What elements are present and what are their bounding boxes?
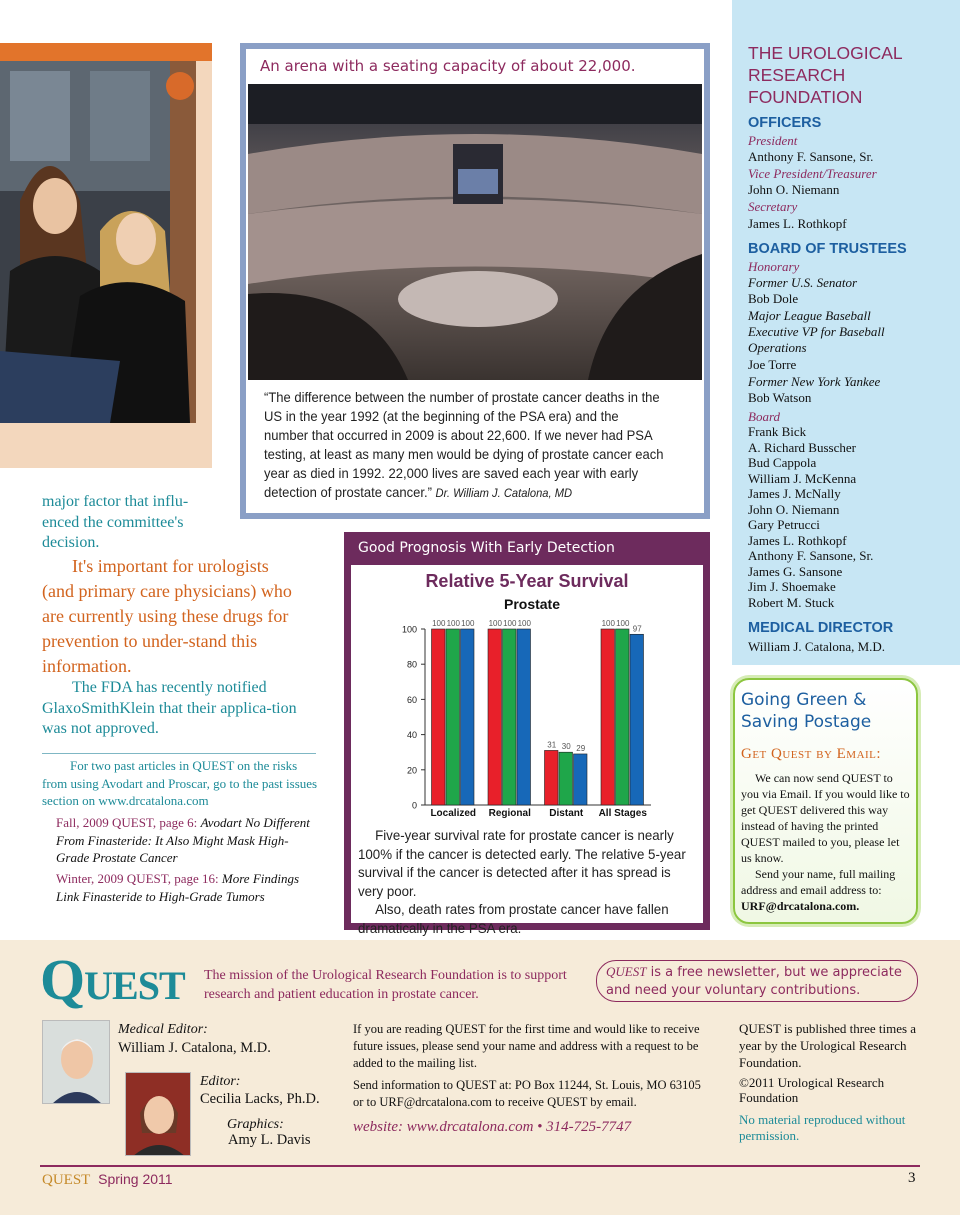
vp-label: Vice President/Treasurer — [748, 166, 877, 181]
y-tick-label: 60 — [406, 694, 417, 705]
chart-panel — [351, 565, 703, 821]
pull-quote: It's important for urologists (and primary care physicians) who are currently using these drugs for prevention to under-stand this information. — [42, 556, 292, 676]
medical-editor-role: Medical Editor: — [118, 1022, 208, 1037]
chart-caption-paragraph-1: Five-year survival rate for prostate cancer is nearly 100% if the cancer is detected early. The relative 5-year survival if the cancer is detected after it has spread is very poor. — [358, 827, 686, 899]
reference-1-source: Fall, 2009 QUEST, page 6: — [56, 815, 198, 830]
quest-logo-rest: UEST — [84, 963, 185, 1008]
board-member: Jim J. Shoemake — [748, 579, 836, 594]
free-newsletter-quest: QUEST — [606, 964, 647, 979]
board-member: Gary Petrucci — [748, 517, 820, 532]
subscription-info: If you are reading QUEST for the first time and would like to receive future issues, please send your name and address with a request to be added to the mailing list. — [353, 1022, 700, 1070]
bar-distant — [574, 754, 588, 805]
board-heading: BOARD OF TRUSTEES — [748, 241, 907, 257]
x-category-label: All Stages — [598, 808, 647, 819]
honorary-2-title-a: Major League Baseball — [748, 308, 871, 323]
chart-title: Relative 5-Year Survival — [425, 571, 629, 591]
page-number: 3 — [908, 1170, 916, 1186]
graphics-role: Graphics: — [227, 1117, 284, 1132]
honorary-label: Honorary — [748, 259, 800, 274]
honorary-1-name: Bob Dole — [748, 291, 799, 306]
board-member: James L. Rothkopf — [748, 532, 847, 548]
reference-1-title[interactable]: Avodart No Different From Finasteride: It Also Might Mask High-Grade Prostate Cancer — [56, 815, 310, 865]
reference-2-source: Winter, 2009 QUEST, page 16: — [56, 871, 219, 886]
bar-regional — [488, 629, 502, 805]
arena-quote-citation: Dr. William J. Catalona, MD — [435, 486, 573, 500]
board-member: James G. Sansone — [748, 563, 843, 579]
data-label: 100 — [616, 619, 630, 628]
reference-2 — [56, 870, 316, 905]
footer-rule — [40, 1165, 920, 1167]
students-photo — [0, 61, 196, 423]
honorary-3-title: Former New York Yankee — [748, 374, 881, 389]
data-label: 31 — [547, 740, 557, 750]
reproduction-notice: No material reproduced without permission. — [739, 1112, 906, 1143]
mission-statement: The mission of the Urological Research Foundation is to support research and patient education in prostate cancer. — [204, 968, 567, 1002]
chart-caption-paragraph-2: Also, death rates from prostate cancer have fallen dramatically in the PSA era. — [358, 901, 669, 936]
arena-quote — [264, 388, 664, 503]
data-label: 100 — [488, 619, 502, 628]
editor-photo — [125, 1072, 191, 1156]
data-label: 97 — [632, 624, 642, 634]
chart-caption — [358, 826, 686, 938]
going-green-subtitle: Get Quest by Email: — [741, 746, 882, 762]
chart-box-header: Good Prognosis With Early Detection — [358, 540, 615, 556]
board-member: James J. McNally — [748, 486, 841, 501]
editor-role: Editor: — [200, 1074, 241, 1089]
secretary-label: Secretary — [748, 199, 798, 214]
arena-quote-text: “The difference between the number of prostate cancer deaths in the US in the year 1992 (at the beginning of the PSA era) and the number that occurred in 2009 is about 22,600. If we never had PSA testing, at least as many men would be dying of prostate cancer each year as died in 1992. 22,000 lives are saved each year with early detection of prostate cancer.” — [264, 389, 664, 500]
body-paragraph-1: major factor that influ-enced the committee's decision. — [42, 493, 189, 551]
x-category-label: Regional — [488, 808, 531, 819]
footer-issue — [42, 1171, 173, 1189]
board-member: William J. McKenna — [748, 470, 857, 486]
data-label: 30 — [561, 742, 571, 752]
board-member: Robert M. Stuck — [748, 594, 835, 610]
arena-caption: An arena with a seating capacity of about 22,000. — [260, 57, 636, 75]
vp-name: John O. Niemann — [748, 182, 840, 197]
y-tick-label: 20 — [406, 765, 417, 776]
website-link[interactable]: website: www.drcatalona.com • 314-725-7747 — [353, 1119, 632, 1135]
board-member-list — [748, 424, 873, 610]
medical-director-name: William J. Catalona, M.D. — [748, 639, 886, 654]
past-articles-intro: For two past articles in QUEST on the risks from using Avodart and Proscar, go to the past issues section on www.drcatalona.com — [42, 758, 318, 808]
x-category-label: Distant — [549, 808, 584, 819]
officers-heading: OFFICERS — [748, 115, 822, 131]
data-label: 100 — [601, 619, 615, 628]
data-label: 100 — [432, 619, 446, 628]
org-name: THE UROLOGICAL RESEARCH FOUNDATION — [748, 43, 902, 107]
bar-distant — [559, 752, 573, 805]
bar-all-stages — [630, 634, 644, 805]
bar-all-stages — [601, 629, 615, 805]
data-label: 100 — [446, 619, 460, 628]
honorary-2-name: Joe Torre — [748, 357, 797, 372]
graphics-name: Amy L. Davis — [228, 1132, 311, 1148]
honorary-2-title-c: Operations — [748, 340, 807, 355]
mailing-info: Send information to QUEST at: PO Box 11244, St. Louis, MO 63105 or to URF@drcatalona.com to receive QUEST by email. — [353, 1078, 701, 1109]
divider — [42, 753, 316, 754]
body-paragraph-2: The FDA has recently notified GlaxoSmithKlein that their applica-tion was not approved. — [42, 679, 297, 737]
chart-subtitle: Prostate — [503, 596, 561, 612]
footer-issue-date: Spring 2011 — [98, 1171, 173, 1187]
bar-localized — [432, 629, 446, 805]
free-newsletter-text — [606, 963, 916, 1000]
y-tick-label: 0 — [411, 800, 417, 811]
going-green-email[interactable]: URF@drcatalona.com. — [741, 899, 860, 913]
survival-chart — [351, 565, 703, 821]
data-label: 100 — [517, 619, 531, 628]
y-tick-label: 100 — [401, 624, 417, 635]
data-label: 29 — [576, 743, 586, 753]
free-newsletter-message: is a free newsletter, but we appreciate and need your voluntary contributions. — [606, 965, 902, 998]
medical-editor-photo — [42, 1020, 110, 1104]
board-label: Board — [748, 409, 781, 424]
board-member: Bud Cappola — [748, 455, 817, 470]
board-member: Frank Bick — [748, 424, 807, 439]
x-category-label: Localized — [430, 808, 477, 819]
footer-quest: QUEST — [42, 1172, 91, 1188]
honorary-1-title: Former U.S. Senator — [748, 275, 858, 290]
going-green-title: Going Green & Saving Postage — [741, 690, 872, 732]
photo-frame-accent — [0, 43, 212, 61]
copyright: ©2011 Urological Research Foundation — [739, 1075, 885, 1105]
quest-logo — [40, 946, 185, 1013]
going-green-paragraph-1: We can now send QUEST to you via Email. If you would like to get QUEST delivered this way instead of having the printed QUEST mailed to you, please let us know. — [741, 771, 910, 865]
bar-distant — [545, 750, 559, 805]
president-label: President — [748, 133, 798, 148]
president-name: Anthony F. Sansone, Sr. — [748, 149, 874, 164]
board-member: Anthony F. Sansone, Sr. — [748, 548, 874, 563]
arena-photo — [248, 84, 702, 380]
going-green-paragraph-2: Send your name, full mailing address and email address to: — [741, 867, 896, 897]
bar-regional — [503, 629, 517, 805]
y-tick-label: 80 — [406, 659, 417, 670]
medical-editor-name: William J. Catalona, M.D. — [118, 1040, 271, 1056]
bar-regional — [517, 629, 531, 805]
honorary-2-title-b: Executive VP for Baseball — [748, 324, 885, 339]
quest-logo-q: Q — [40, 947, 85, 1012]
board-member: A. Richard Busscher — [748, 439, 856, 455]
going-green-body — [741, 770, 913, 914]
secretary-name: James L. Rothkopf — [748, 216, 847, 231]
publication-info: QUEST is published three times a year by the Urological Research Foundation. — [739, 1021, 917, 1070]
data-label: 100 — [461, 619, 475, 628]
data-label: 100 — [503, 619, 517, 628]
reference-1 — [56, 814, 316, 867]
bar-localized — [446, 629, 460, 805]
board-member: John O. Niemann — [748, 501, 840, 517]
bar-all-stages — [616, 629, 630, 805]
reference-2-title[interactable]: More Findings Link Finasteride to High-Grade Tumors — [56, 871, 300, 904]
y-tick-label: 40 — [406, 730, 417, 741]
medical-director-heading: MEDICAL DIRECTOR — [748, 620, 894, 636]
editor-name: Cecilia Lacks, Ph.D. — [200, 1091, 320, 1107]
honorary-3-name: Bob Watson — [748, 390, 812, 405]
bar-localized — [461, 629, 475, 805]
